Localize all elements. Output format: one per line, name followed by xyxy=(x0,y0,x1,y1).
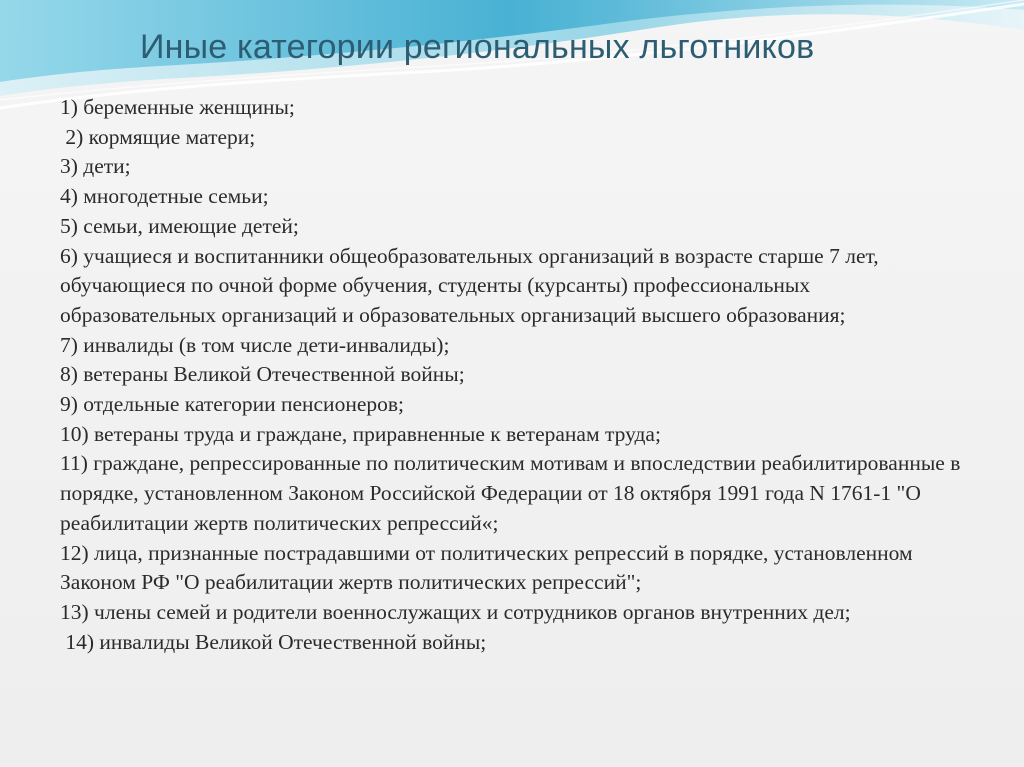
list-item: 7) инвалиды (в том числе дети-инвалиды); xyxy=(60,332,450,357)
benefit-category-list xyxy=(60,93,980,657)
list-item: 14) инвалиды Великой Отечественной войны; xyxy=(60,629,487,654)
list-item: 11) граждане, репрессированные по политическим мотивам и впоследствии реабилитированные в порядке, установленном Законом Российской Федерации от 18 октября 1991 года N 1761-1 "О реабилитации жертв политических репрессий«; xyxy=(60,451,961,535)
list-item: 12) лица, признанные пострадавшими от политических репрессий в порядке, установленном Законом РФ "О реабилитации жертв политических репрессий"; xyxy=(60,540,913,595)
list-item: 9) отдельные категории пенсионеров; xyxy=(60,392,404,417)
slide-title: Иные категории региональных льготников xyxy=(140,28,815,66)
list-item: 2) кормящие матери; xyxy=(60,124,256,149)
list-item: 6) учащиеся и воспитанники общеобразовательных организаций в возрасте старше 7 лет, обучающиеся по очной форме обучения, студенты (курсанты) профессиональных образовательных организаций и образовательных организаций высшего образования; xyxy=(60,243,879,327)
list-item: 3) дети; xyxy=(60,154,131,179)
list-item: 1) беременные женщины; xyxy=(60,95,295,119)
list-item: 8) ветераны Великой Отечественной войны; xyxy=(60,362,465,387)
list-item: 5) семьи, имеющие детей; xyxy=(60,213,299,238)
list-item: 4) многодетные семьи; xyxy=(60,184,269,209)
list-item: 13) члены семей и родители военнослужащих и сотрудников органов внутренних дел; xyxy=(60,599,851,624)
list-item: 10) ветераны труда и граждане, приравненные к ветеранам труда; xyxy=(60,421,661,446)
